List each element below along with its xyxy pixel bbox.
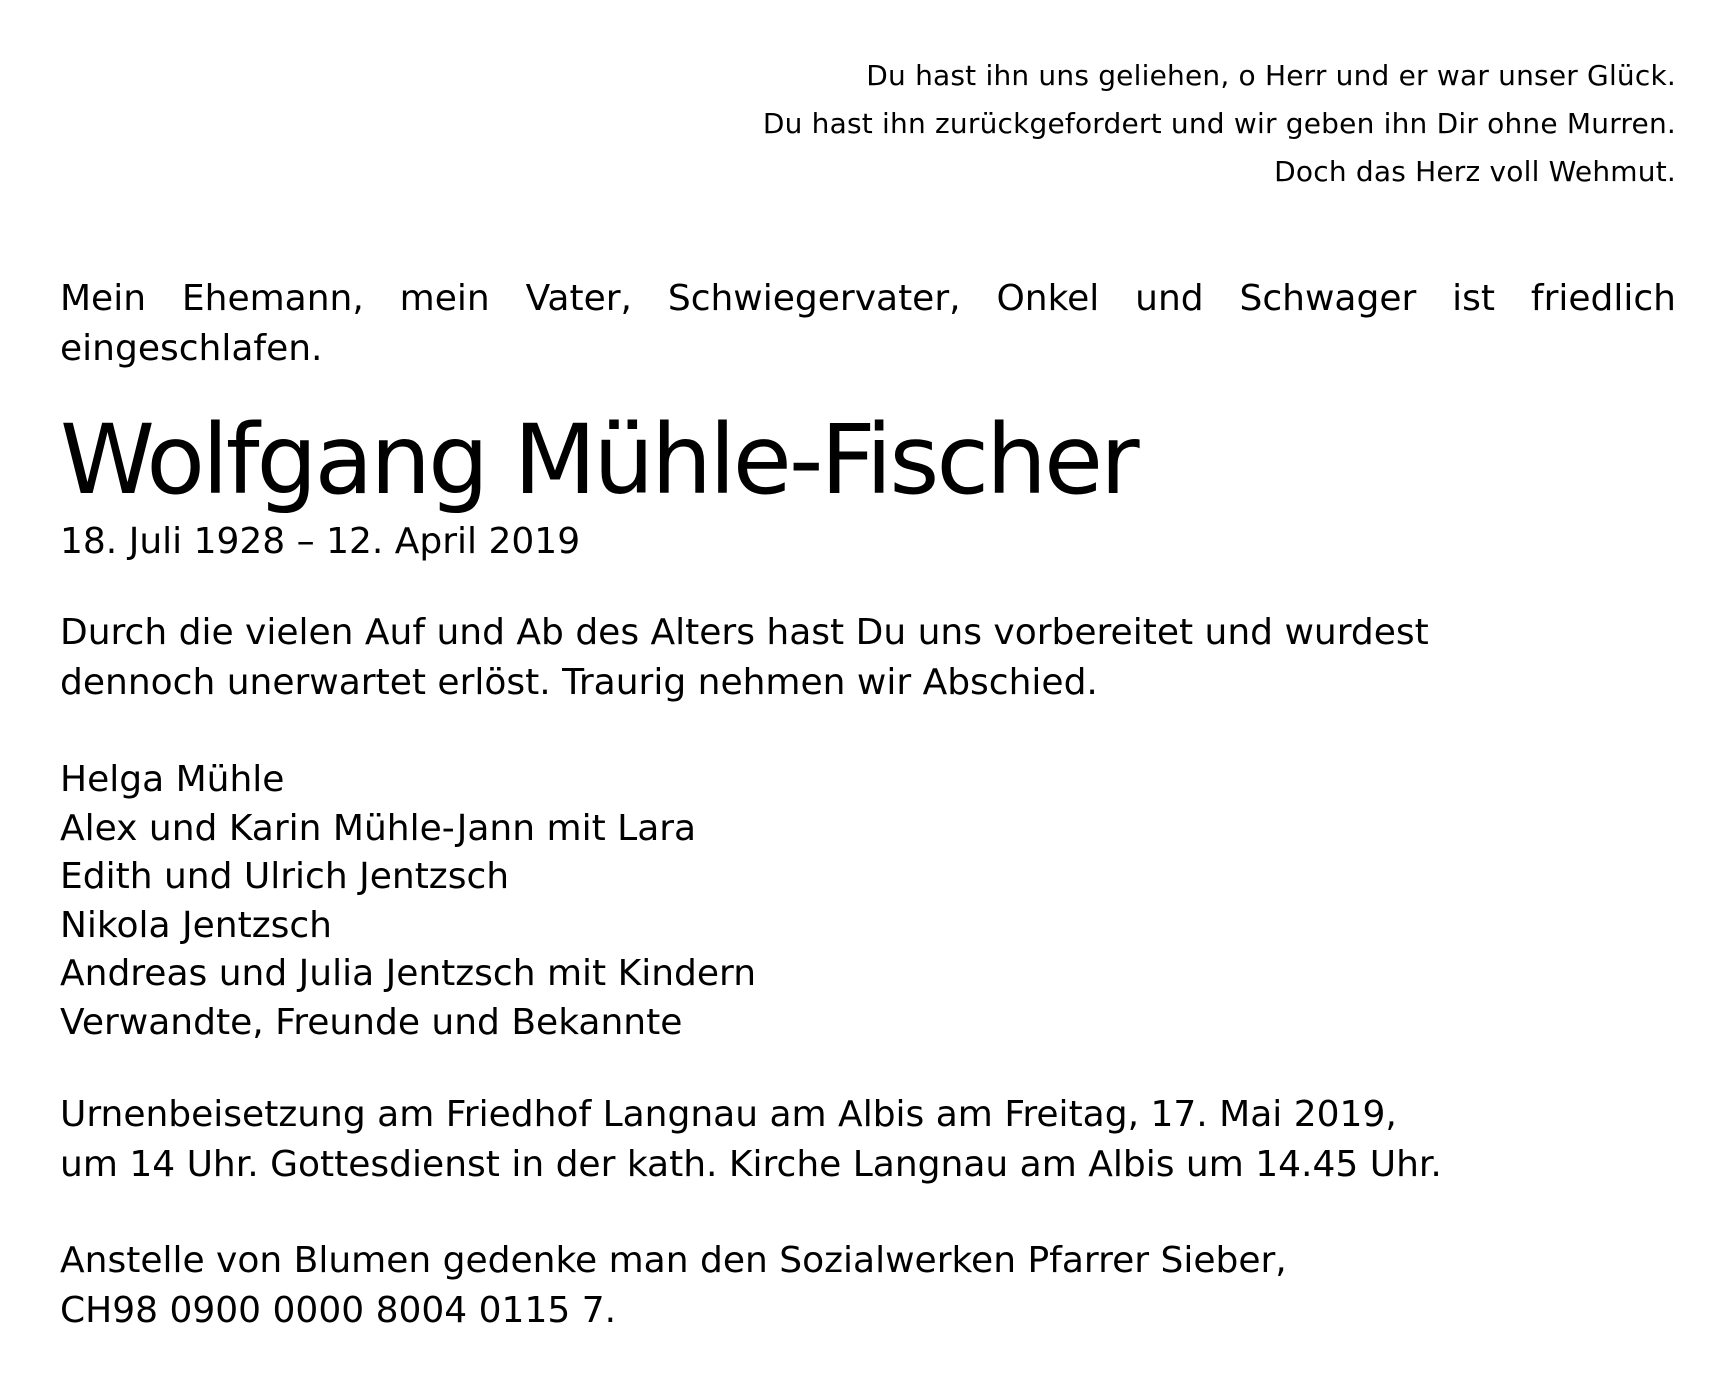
mourner-entry: Edith und Ulrich Jentzsch <box>60 856 510 897</box>
funeral-details <box>60 1090 1676 1190</box>
motto-verse <box>376 52 1676 196</box>
intro-text: Mein Ehemann, mein Vater, Schwiegervater, Onkel und Schwager ist friedlich eingeschlafen. <box>60 278 1676 369</box>
donation-line: Anstelle von Blumen gedenke man den Sozialwerken Pfarrer Sieber, <box>60 1240 1287 1281</box>
funeral-line: um 14 Uhr. Gottesdienst in der kath. Kirche Langnau am Albis um 14.45 Uhr. <box>60 1144 1442 1185</box>
mourners-list <box>60 756 1676 1047</box>
motto-line: Du hast ihn uns geliehen, o Herr und er war unser Glück. <box>866 59 1676 92</box>
motto-line: Doch das Herz voll Wehmut. <box>1274 155 1676 188</box>
funeral-line: Urnenbeisetzung am Friedhof Langnau am Albis am Freitag, 17. Mai 2019, <box>60 1094 1397 1135</box>
deceased-name: Wolfgang Mühle-Fischer <box>60 404 1137 516</box>
farewell-line: dennoch unerwartet erlöst. Traurig nehmen wir Abschied. <box>60 662 1098 703</box>
mourner-entry: Alex und Karin Mühle-Jann mit Lara <box>60 807 697 849</box>
motto-line: Du hast ihn zurückgefordert und wir geben ihn Dir ohne Murren. <box>762 107 1676 140</box>
farewell-message <box>60 608 1676 708</box>
donation-account: CH98 0900 0000 8004 0115 7. <box>60 1290 617 1331</box>
donation-note <box>60 1236 1676 1336</box>
farewell-line: Durch die vielen Auf und Ab des Alters hast Du uns vorbereitet und wurdest <box>60 612 1429 653</box>
mourner-entry: Helga Mühle <box>60 759 285 800</box>
mourner-entry: Nikola Jentzsch <box>60 904 332 946</box>
mourner-entry: Andreas und Julia Jentzsch mit Kindern <box>60 953 757 994</box>
mourner-entry: Verwandte, Freunde und Bekannte <box>60 1001 683 1043</box>
life-dates: 18. Juli 1928 – 12. April 2019 <box>60 521 581 562</box>
